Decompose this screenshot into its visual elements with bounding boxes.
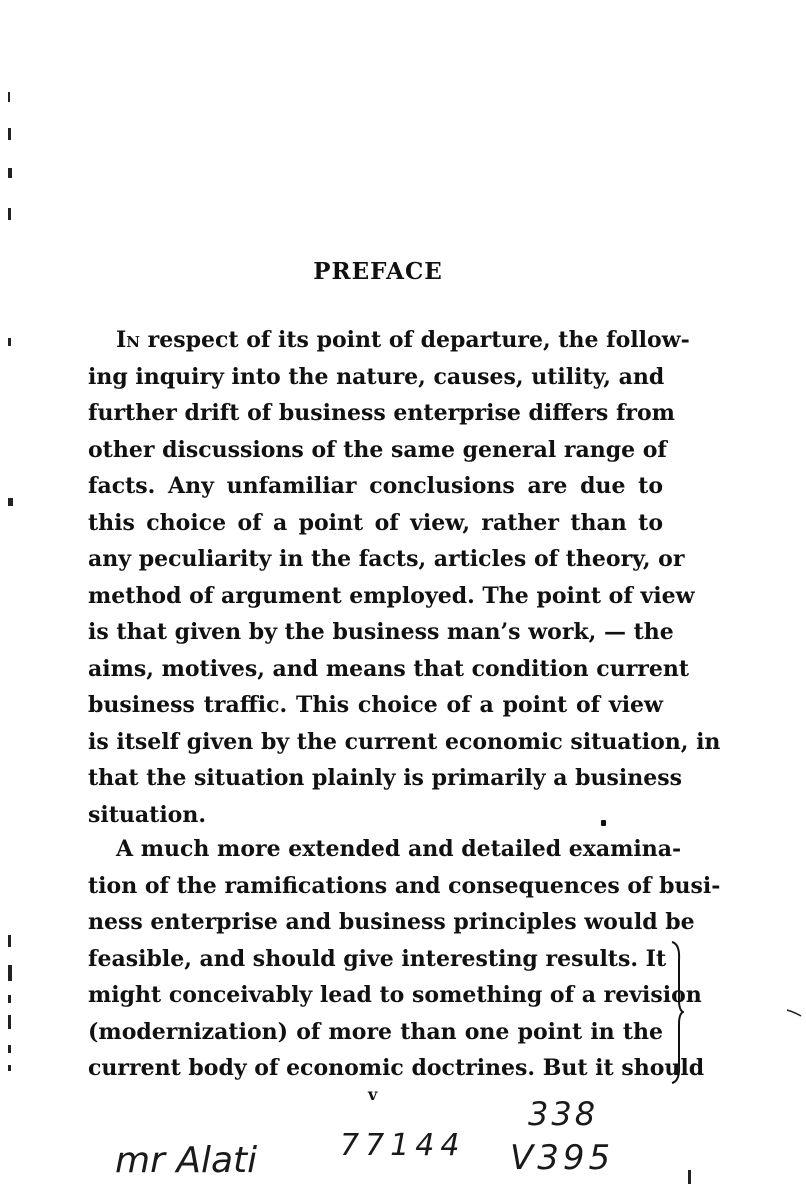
ink-speck bbox=[601, 820, 606, 826]
text-line: might conceivably lead to something of a revision bbox=[88, 982, 702, 1008]
handwritten-note: 77144 bbox=[340, 1128, 466, 1163]
scan-artifact bbox=[8, 208, 11, 220]
scan-artifact bbox=[786, 1008, 802, 1018]
text-line: is that given by the business man’s work, — the bbox=[88, 619, 674, 645]
margin-bracket bbox=[670, 940, 684, 1085]
scan-artifact bbox=[8, 1045, 11, 1053]
scan-artifact bbox=[8, 995, 11, 1003]
text-line: this choice of a point of view, rather than to bbox=[88, 509, 663, 536]
text-line: In respect of its point of departure, the follow- bbox=[116, 327, 690, 353]
text-line: situation. bbox=[88, 801, 207, 828]
paragraph-1 bbox=[88, 322, 721, 833]
scan-artifact bbox=[8, 92, 10, 102]
text-line: ness enterprise and business principles would be bbox=[88, 909, 695, 935]
handwritten-note: 338 bbox=[528, 1095, 599, 1133]
signature-mark: v bbox=[368, 1085, 378, 1104]
text-line: business traffic. This choice of a point of view bbox=[88, 692, 663, 718]
scan-artifact bbox=[8, 935, 11, 947]
scan-artifact bbox=[8, 498, 13, 506]
scan-artifact bbox=[8, 338, 11, 346]
handwritten-note: mr Alati bbox=[115, 1140, 258, 1181]
text-line: further drift of business enterprise differs from bbox=[88, 400, 675, 426]
text-line: A much more extended and detailed examina- bbox=[116, 836, 682, 862]
text-line: that the situation plainly is primarily a business bbox=[88, 765, 683, 791]
text-line: other discussions of the same general range of bbox=[88, 436, 667, 463]
text-line: method of argument employed. The point of view bbox=[88, 582, 695, 609]
scan-artifact bbox=[8, 168, 12, 178]
scan-artifact bbox=[8, 965, 12, 981]
paragraph-2 bbox=[88, 831, 721, 1087]
text-line: (modernization) of more than one point in the bbox=[88, 1018, 663, 1045]
text-line: ing inquiry into the nature, causes, utility, and bbox=[88, 363, 665, 390]
text-line: aims, motives, and means that condition current bbox=[88, 655, 690, 682]
scan-artifact bbox=[8, 128, 11, 140]
drop-word: In bbox=[116, 327, 141, 353]
text-line: current body of economic doctrines. But it should bbox=[88, 1055, 705, 1081]
text-line: any peculiarity in the facts, articles of theory, or bbox=[88, 546, 685, 572]
scan-artifact bbox=[688, 1170, 691, 1184]
handwritten-note: V395 bbox=[510, 1138, 615, 1178]
scan-artifact bbox=[8, 1015, 11, 1029]
text-line: is itself given by the current economic situation, in bbox=[88, 728, 721, 755]
page-title: PREFACE bbox=[313, 258, 443, 285]
text-line: facts. Any unfamiliar conclusions are due to bbox=[88, 473, 663, 499]
text-line: tion of the ramifications and consequences of busi- bbox=[88, 872, 721, 899]
scan-artifact bbox=[8, 1065, 11, 1071]
text-line: feasible, and should give interesting results. It bbox=[88, 945, 667, 972]
